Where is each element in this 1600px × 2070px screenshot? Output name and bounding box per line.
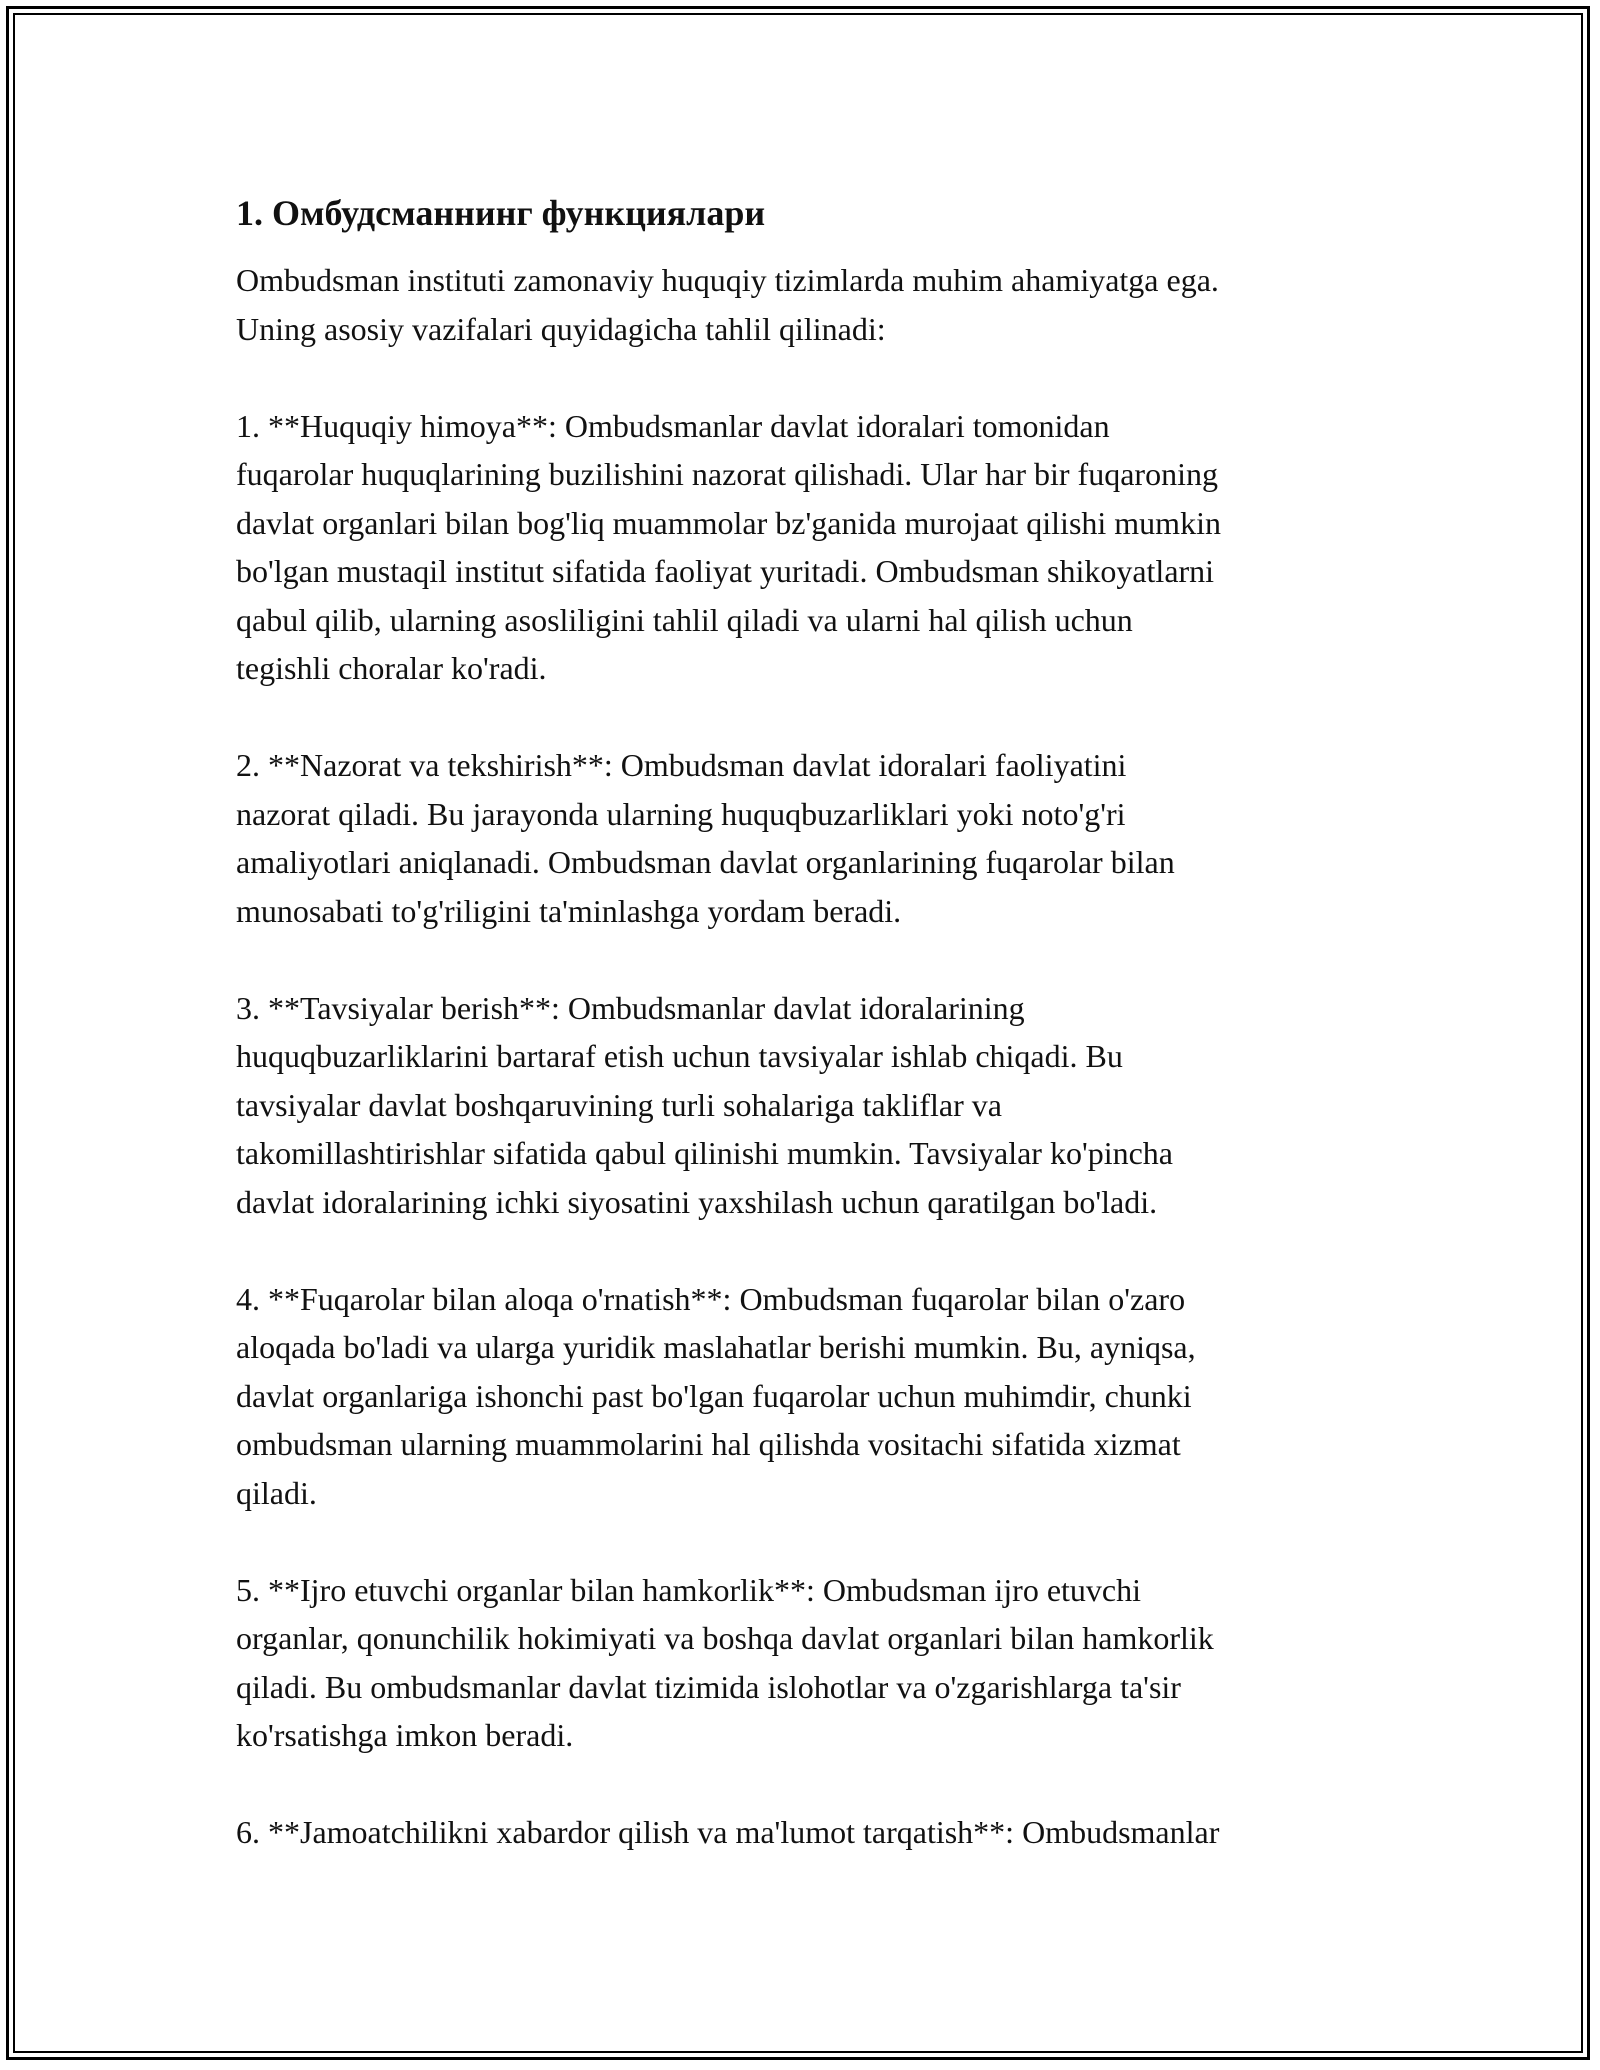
page-title: 1. Омбудсманнинг функциялари: [236, 193, 766, 233]
text-line: 3. **Tavsiyalar berish**: Ombudsmanlar davlat idoralarining: [236, 989, 1025, 1026]
text-line: qabul qilib, ularning asosliligini tahlil qiladi va ularni hal qilish uchun: [236, 601, 1133, 638]
text-line: tavsiyalar davlat boshqaruvining turli sohalariga takliflar va: [236, 1086, 1002, 1123]
text-line: 1. **Huquqiy himoya**: Ombudsmanlar davlat idoralari tomonidan: [236, 407, 1110, 444]
paragraph: [236, 741, 1376, 935]
text-line: Uning asosiy vazifalari quyidagicha tahlil qilinadi:: [236, 310, 886, 347]
text-line: Ombudsman instituti zamonaviy huquqiy tizimlarda muhim ahamiyatga ega.: [236, 262, 1219, 298]
text-line: organlar, qonunchilik hokimiyati va boshqa davlat organlari bilan hamkorlik: [236, 1620, 1214, 1656]
paragraph: [236, 984, 1376, 1227]
text-line: davlat organlari bilan bog'liq muammolar bz'ganida murojaat qilishi mumkin: [236, 504, 1221, 541]
text-line: nazorat qiladi. Bu jarayonda ularning huquqbuzarliklari yoki noto'g'ri: [236, 795, 1126, 832]
text-line: bo'lgan mustaqil institut sifatida faoliyat yuritadi. Ombudsman shikoyatlarni: [236, 553, 1215, 589]
paragraph: [236, 256, 1376, 353]
text-line: 4. **Fuqarolar bilan aloqa o'rnatish**: Ombudsman fuqarolar bilan o'zaro: [236, 1280, 1186, 1317]
text-line: 6. **Jamoatchilikni xabardor qilish va ma'lumot tarqatish**: Ombudsmanlar: [236, 1814, 1220, 1850]
paragraph: [236, 1566, 1376, 1760]
text-line: amaliyotlari aniqlanadi. Ombudsman davlat organlarining fuqarolar bilan: [236, 844, 1175, 880]
text-line: qiladi.: [236, 1474, 317, 1511]
text-line: tegishli choralar ko'radi.: [236, 650, 547, 686]
text-line: ombudsman ularning muammolarini hal qilishda vositachi sifatida xizmat: [236, 1426, 1181, 1462]
text-line: qiladi. Bu ombudsmanlar davlat tizimida islohotlar va o'zgarishlarga ta'sir: [236, 1668, 1181, 1705]
paragraph-list: [236, 256, 1376, 1857]
paragraph: [236, 1275, 1376, 1518]
document-body: [236, 180, 1376, 1905]
paragraph: [236, 1808, 1376, 1857]
paragraph: [236, 402, 1376, 693]
text-line: 5. **Ijro etuvchi organlar bilan hamkorlik**: Ombudsman ijro etuvchi: [236, 1571, 1141, 1608]
text-line: davlat idoralarining ichki siyosatini yaxshilash uchun qaratilgan bo'ladi.: [236, 1183, 1158, 1220]
text-line: takomillashtirishlar sifatida qabul qilinishi mumkin. Tavsiyalar ko'pincha: [236, 1135, 1173, 1171]
text-line: munosabati to'g'riligini ta'minlashga yordam beradi.: [236, 892, 902, 929]
text-line: ko'rsatishga imkon beradi.: [236, 1717, 574, 1753]
text-line: 2. **Nazorat va tekshirish**: Ombudsman davlat idoralari faoliyatini: [236, 747, 1127, 783]
text-line: fuqarolar huquqlarining buzilishini nazorat qilishadi. Ular har bir fuqaroning: [236, 456, 1218, 492]
text-line: aloqada bo'ladi va ularga yuridik maslahatlar berishi mumkin. Bu, ayniqsa,: [236, 1329, 1196, 1365]
text-line: huquqbuzarliklarini bartaraf etish uchun tavsiyalar ishlab chiqadi. Bu: [236, 1038, 1123, 1074]
text-line: davlat organlariga ishonchi past bo'lgan fuqarolar uchun muhimdir, chunki: [236, 1377, 1192, 1414]
